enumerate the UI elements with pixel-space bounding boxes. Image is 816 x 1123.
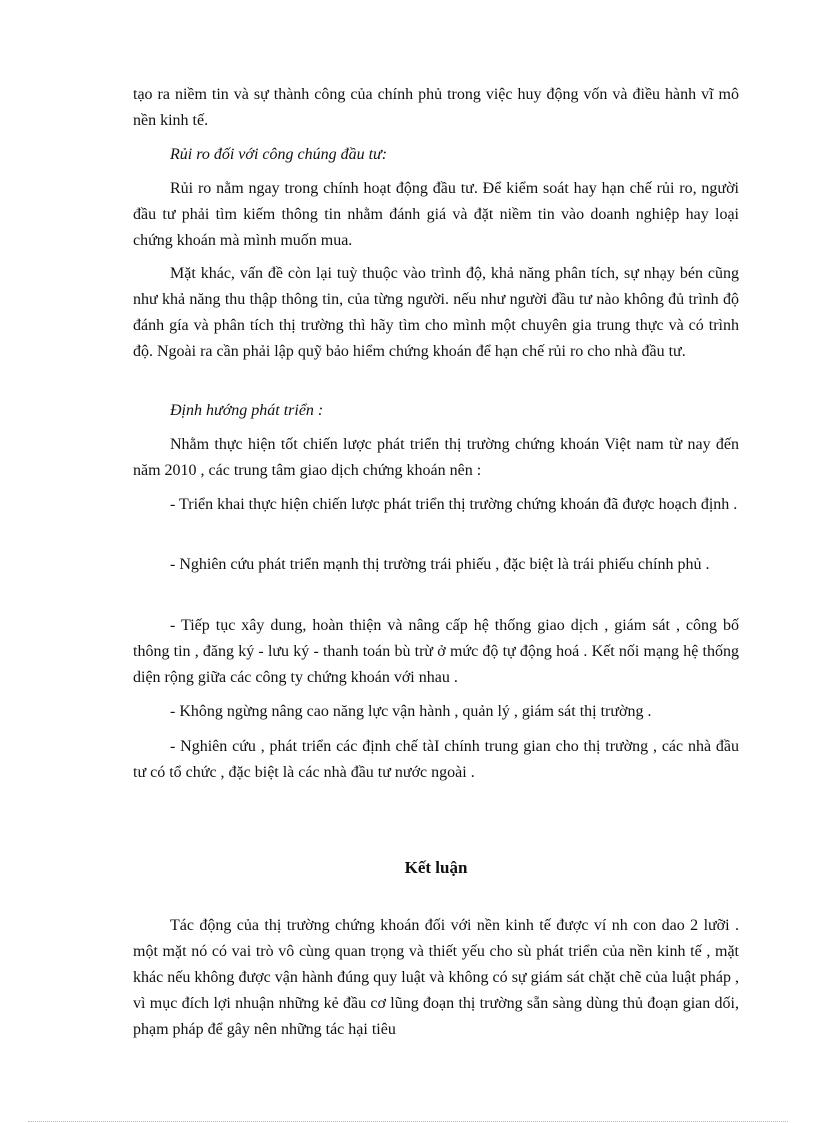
bullet-item-4: - Không ngừng nâng cao năng lực vận hành , quản lý , giám sát thị trường . (170, 703, 652, 720)
paragraph-intro: tạo ra niềm tin và sự thành công của chính phủ trong việc huy động vốn và điều hành vĩ mô nền kinh tế. (133, 86, 739, 129)
bullet-item-2: - Nghiên cứu phát triển mạnh thị trường trái phiếu , đặc biệt là trái phiếu chính phủ . (170, 556, 710, 573)
subheading-direction: Định hướng phát triển : (170, 402, 324, 419)
conclusion-title: Kết luận (404, 858, 468, 877)
paragraph-strategy: Nhằm thực hiện tốt chiến lược phát triển thị trường chứng khoán Việt nam từ nay đến năm 2010 , các trung tâm giao dịch chứng khoán nên : (133, 436, 739, 479)
subheading-risk-public: Rủi ro đối với công chúng đầu tư: (170, 146, 388, 163)
paragraph-conclusion: Tác động của thị trường chứng khoán đối với nền kinh tế được ví nh con dao 2 lưỡi . một mặt nó có vai trò vô cùng quan trọng và thiết yếu cho sù phát triển của nền kinh tế , mặt khác nếu không được vận hành đúng quy luật và không có sự giám sát chặt chẽ của luật pháp , vì mục đích lợi nhuận những kẻ đầu cơ lũng đoạn thị trường sẵn sàng dùng thủ đoạn gian dối, phạm pháp để gây nên những tác hại tiêu (133, 917, 739, 1038)
bullet-item-3: - Tiếp tục xây dung, hoàn thiện và nâng cấp hệ thống giao dịch , giám sát , công bố thông tin , đăng ký - lưu ký - thanh toán bù trừ ở mức độ tự động hoá . Kết nối mạng hệ thống diện rộng giữa các công ty chứng khoán với nhau . (133, 617, 739, 686)
bullet-item-5: - Nghiên cứu , phát triển các định chế tàI chính trung gian cho thị trường , các nhà đầu tư có tổ chức , đặc biệt là các nhà đầu tư nước ngoài . (133, 738, 739, 781)
paragraph-risk: Rủi ro nằm ngay trong chính hoạt động đầu tư. Để kiểm soát hay hạn chế rủi ro, người đầu tư phải tìm kiếm thông tin nhằm đánh giá và đặt niềm tin vào doanh nghiệp hay loại chứng khoán mà mình muốn mua. (133, 180, 739, 249)
bullet-item-1: - Triển khai thực hiện chiến lược phát triển thị trường chứng khoán đã được hoạch định . (170, 496, 738, 513)
paragraph-other-hand: Mặt khác, vấn đề còn lại tuỳ thuộc vào trình độ, khả năng phân tích, sự nhạy bén cũng như khả năng thu thập thông tin, của từng người. nếu như người đầu tư nào không đủ trình độ đánh gía và phân tích thị trường thì hãy tìm cho mình một chuyên gia trung thực và có trình độ. Ngoài ra cần phải lập quỹ bảo hiểm chứng khoán để hạn chế rủi ro cho nhà đầu tư. (133, 265, 739, 360)
page-bottom-divider (28, 1121, 788, 1122)
